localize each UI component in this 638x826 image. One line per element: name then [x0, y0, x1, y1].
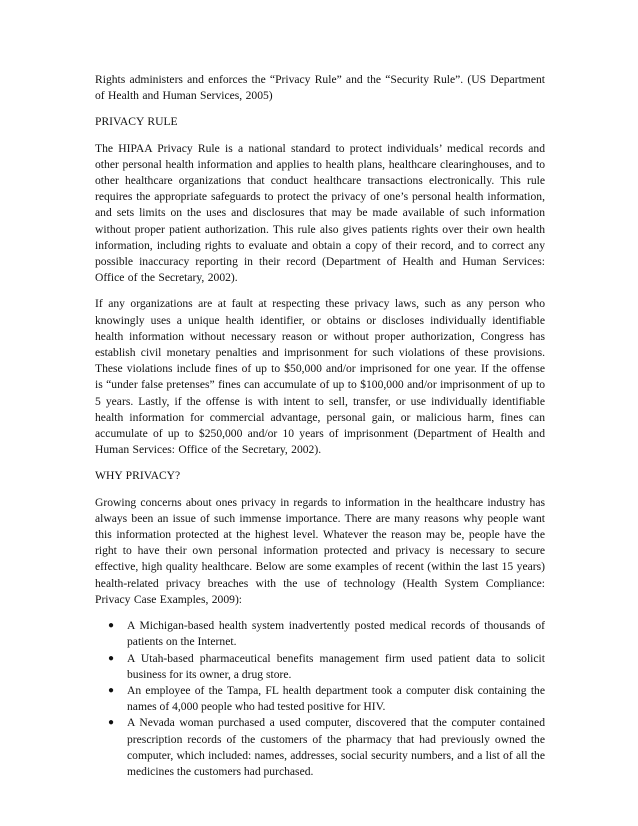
privacy-rule-paragraph: The HIPAA Privacy Rule is a national standard to protect individuals’ medical records and other personal health information and applies to health plans, healthcare clearinghouses, and to other healthcare organizations that conduct healthcare transactions electronically. This rule requires the appropriate safeguards to protect the privacy of one’s personal health information, and sets limits on the uses and disclosures that may be made available of such information without proper patient authorization. This rule also gives patients rights over their own health information, including rights to evaluate and obtain a copy of their record, and to correct any possible inaccuracy reporting in their record (Department of Health and Human Services: Office of the Secretary, 2002). — [95, 141, 545, 285]
list-item — [108, 715, 545, 780]
list-item-text: A Michigan-based health system inadvertently posted medical records of thousands of patients on the Internet. — [127, 619, 545, 649]
list-item-text: An employee of the Tampa, FL health department took a computer disk containing the names of 4,000 people who had tested positive for HIV. — [127, 683, 545, 714]
list-item-text: A Nevada woman purchased a used computer, discovered that the computer contained prescription records of the customers of the pharmacy that had previously owned the computer, which included: names, addresses, social security numbers, and a list of all the medicines the customers had purchased. — [127, 716, 545, 778]
intro-paragraph: Rights administers and enforces the “Privacy Rule” and the “Security Rule”. (US Department of Health and Human Services, 2005) — [95, 73, 545, 103]
list-item — [108, 618, 545, 650]
list-item — [108, 683, 545, 715]
why-privacy-paragraph: Growing concerns about ones privacy in regards to information in the healthcare industry has always been an issue of such immense importance. There are many reasons why people want this information protected at the highest level. Whatever the reason may be, people have the right to have their own personal information protected and privacy is necessary to secure effective, high quality healthcare. Below are some examples of recent (within the last 15 years) health-related privacy breaches with the use of technology (Health System Compliance: Privacy Case Examples, 2009): — [95, 495, 545, 606]
violations-paragraph: If any organizations are at fault at respecting these privacy laws, such as any person who knowingly uses a unique health identifier, or obtains or discloses individually identifiable health information without necessary reason or without proper authorization, Congress has establish civil monetary penalties and imprisonment for such violations of these provisions. These violations include fines of up to $50,000 and/or imprisoned for one year. If the offense is “under false pretenses” fines can accumulate of up to $100,000 and/or imprisonment of up to 5 years. Lastly, if the offense is with intent to sell, transfer, or use individually identifiable health information for commercial advantage, personal gain, or malicious harm, fines can accumulate of up to $250,000 and/or 10 years of imprisonment (Department of Health and Human Services: Office of the Secretary, 2002). — [95, 297, 545, 457]
privacy-rule-heading: PRIVACY RULE — [95, 115, 178, 129]
why-privacy-heading: WHY PRIVACY? — [95, 469, 181, 483]
bullet-icon: ● — [108, 620, 115, 632]
breach-examples-list — [95, 618, 545, 780]
document-body — [95, 72, 545, 780]
list-item — [108, 651, 545, 683]
bullet-icon: ● — [108, 652, 115, 664]
bullet-icon: ● — [108, 684, 115, 696]
list-item-text: A Utah-based pharmaceutical benefits management firm used patient data to solicit business for its owner, a drug store. — [127, 651, 545, 681]
bullet-icon: ● — [108, 717, 115, 729]
